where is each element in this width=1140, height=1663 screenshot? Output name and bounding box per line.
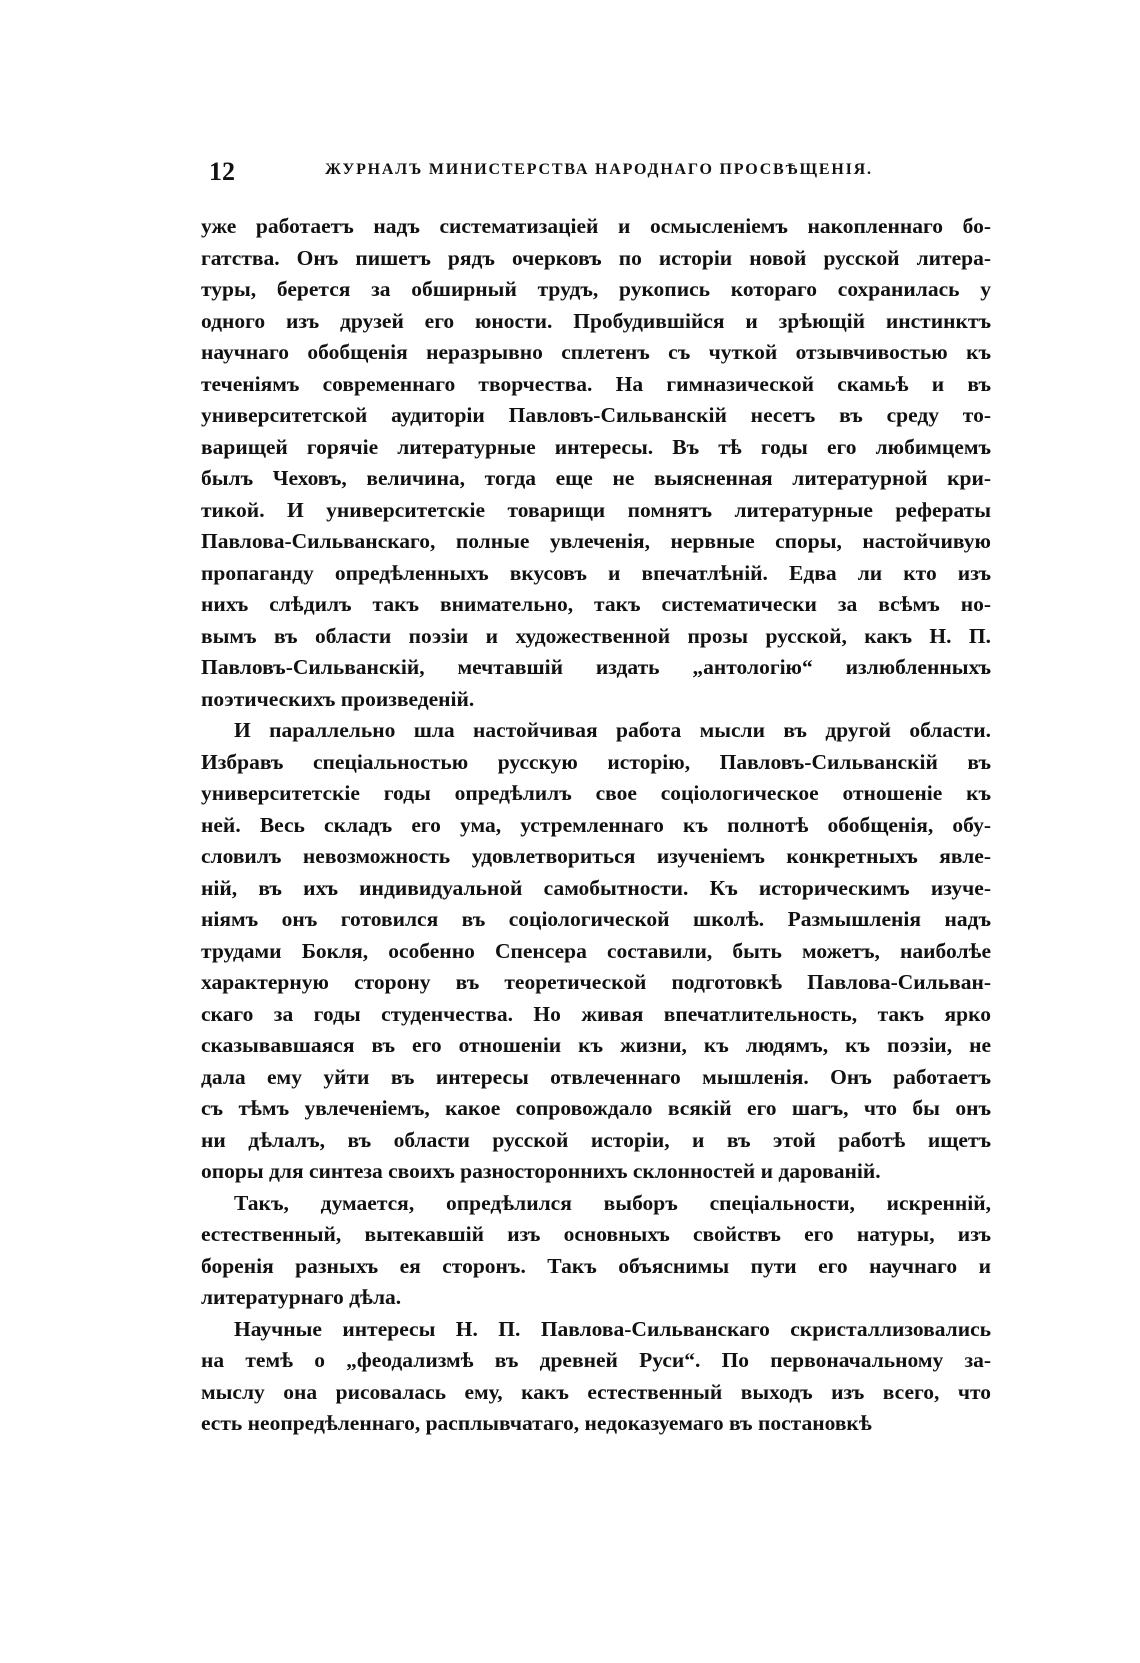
text-line: Научные интересы Н. П. Павлова-Сильванскаго скристаллизовались [234, 1316, 991, 1341]
text-line: одного изъ друзей его юности. Пробудившійся и зрѣющій инстинктъ [201, 308, 991, 333]
text-line: тикой. И университетскіе товарищи помнятъ литературные рефераты [201, 497, 991, 522]
text-line: Избравъ спеціальностью русскую исторію, Павловъ-Сильванскій въ [201, 749, 991, 774]
paragraph [201, 1188, 991, 1314]
text-line: былъ Чеховъ, величина, тогда еще не выясненная литературной кри- [201, 466, 991, 490]
text-line: Павлова-Сильванскаго, полные увлеченія, нервные споры, настойчивую [201, 529, 991, 553]
text-line: гатства. Онъ пишетъ рядъ очерковъ по исторіи новой русской литера- [201, 245, 991, 270]
page-number: 12 [209, 157, 235, 186]
text-line: теченіямъ современнаго творчества. На гимназической скамьѣ и въ [201, 371, 991, 396]
text-line: трудами Бокля, особенно Спенсера составили, быть можетъ, наиболѣе [201, 938, 991, 963]
text-line: ни дѣлалъ, въ области русской исторіи, и въ этой работѣ ищетъ [201, 1127, 991, 1152]
text-line: съ тѣмъ увлеченіемъ, какое сопровождало всякій его шагъ, что бы онъ [201, 1096, 991, 1120]
paragraph [201, 211, 991, 715]
text-line: Такъ, думается, опредѣлился выборъ спеціальности, искренній, [234, 1190, 991, 1215]
text-line: боренія разныхъ ея сторонъ. Такъ объяснимы пути его научнаго и [201, 1253, 991, 1278]
text-line: ній, въ ихъ индивидуальной самобытности. Къ историческимъ изуче- [201, 875, 991, 900]
text-line: скаго за годы студенчества. Но живая впечатлительность, такъ ярко [201, 1001, 991, 1026]
text-line: дала ему уйти въ интересы отвлеченнаго мышленія. Онъ работаетъ [201, 1064, 991, 1089]
text-line: И параллельно шла настойчивая работа мысли въ другой области. [234, 718, 991, 742]
text-line: варищей горячіе литературные интересы. Въ тѣ годы его любимцемъ [201, 434, 991, 459]
text-line: Павловъ-Сильванскій, мечтавшій издать „антологію“ излюбленныхъ [201, 655, 991, 679]
text-line: характерную сторону въ теоретической подготовкѣ Павлова-Сильван- [201, 970, 991, 994]
text-line: поэтическихъ произведеній. [201, 686, 475, 711]
text-line: вымъ въ области поэзіи и художественной прозы русской, какъ Н. П. [201, 623, 991, 648]
text-line: на темѣ о „феодализмѣ въ древней Руси“. По первоначальному за- [201, 1348, 991, 1372]
text-line: университетскіе годы опредѣлилъ свое соціологическое отношеніе къ [201, 781, 991, 805]
text-line: опоры для синтеза своихъ разностороннихъ склонностей и дарованій. [201, 1159, 881, 1183]
text-line: университетской аудиторіи Павловъ-Сильванскій несетъ въ среду то- [201, 403, 991, 427]
text-line: ней. Весь складъ его ума, устремленнаго къ полнотѣ обобщенія, обу- [201, 812, 991, 837]
page-header [209, 157, 989, 188]
text-line: литературнаго дѣла. [201, 1285, 402, 1309]
text-line: туры, берется за обширный трудъ, рукопись котораго сохранилась у [201, 277, 991, 301]
text-line: ніямъ онъ готовился въ соціологической школѣ. Размышленія надъ [201, 907, 991, 931]
paragraph [201, 1314, 991, 1440]
body-text [201, 211, 991, 1440]
running-title: ЖУРНАЛЪ МИНИСТЕРСТВА НАРОДНАГО ПРОСВѢЩЕНІЯ. [325, 161, 873, 178]
text-line: словилъ невозможность удовлетвориться изученіемъ конкретныхъ явле- [201, 844, 991, 868]
text-line: нихъ слѣдилъ такъ внимательно, такъ систематически за всѣмъ но- [201, 592, 991, 616]
text-line: естественный, вытекавшій изъ основныхъ свойствъ его натуры, изъ [201, 1222, 991, 1246]
text-line: пропаганду опредѣленныхъ вкусовъ и впечатлѣній. Едва ли кто изъ [201, 560, 991, 585]
text-line: есть неопредѣленнаго, расплывчатаго, недоказуемаго въ постановкѣ [201, 1411, 872, 1435]
text-line: уже работаетъ надъ систематизаціей и осмысленіемъ накопленнаго бо- [201, 214, 991, 238]
text-line: сказывавшаяся въ его отношеніи къ жизни, къ людямъ, къ поэзіи, не [201, 1033, 991, 1057]
text-line: мыслу она рисовалась ему, какъ естественный выходъ изъ всего, что [201, 1379, 991, 1404]
text-line: научнаго обобщенія неразрывно сплетенъ съ чуткой отзывчивостью къ [201, 340, 991, 364]
paragraph [201, 715, 991, 1188]
